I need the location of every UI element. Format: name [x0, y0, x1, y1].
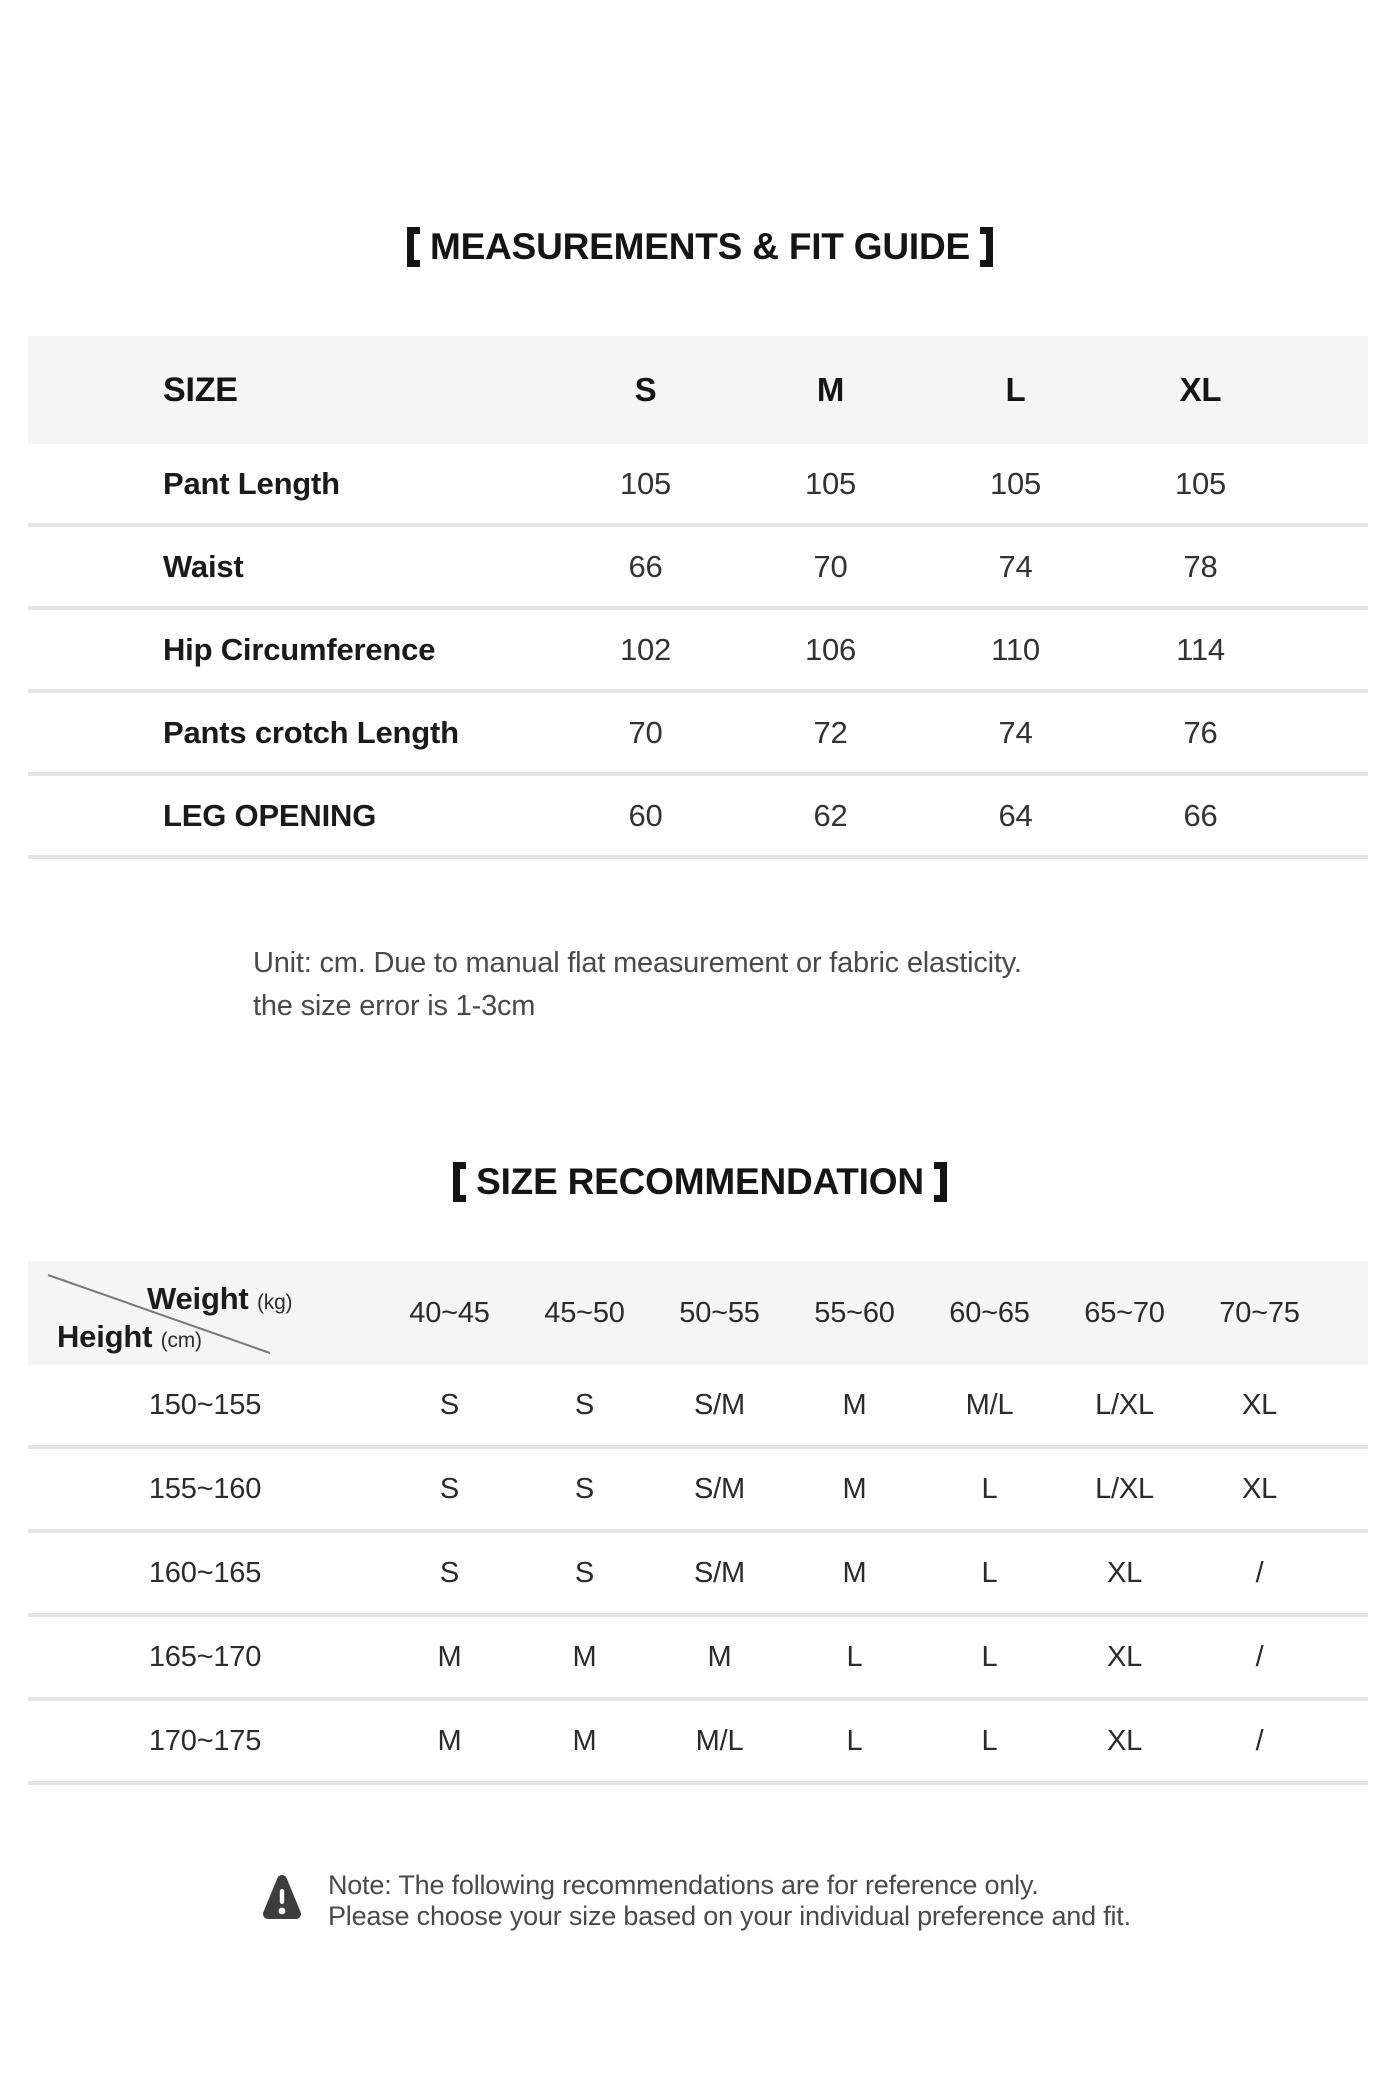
height-row-label: 170~175: [148, 1724, 262, 1757]
unit-note: [253, 942, 1022, 1028]
size-cell: S: [574, 1388, 595, 1421]
size-cell: L/XL: [1095, 1388, 1154, 1421]
bracket-right-icon: [934, 1162, 947, 1202]
size-cell: S: [439, 1556, 460, 1589]
size-cell: XL: [1241, 1472, 1278, 1505]
cell-value: 62: [813, 797, 848, 833]
weight-column-header: 40~45: [409, 1296, 490, 1329]
cell-value: 66: [1183, 797, 1218, 833]
height-unit-text: (cm): [160, 1329, 202, 1352]
cell-value: 105: [989, 465, 1042, 501]
recommendation-row-170-175: [28, 1701, 1368, 1785]
bracket-left-icon: [407, 227, 420, 267]
unit-note-line1: Unit: cm. Due to manual flat measurement or fabric elasticity.: [253, 947, 1022, 979]
recommendation-note: [262, 1870, 1131, 1932]
measurements-title-text: MEASUREMENTS & FIT GUIDE: [430, 226, 970, 267]
recommendation-title-text: SIZE RECOMMENDATION: [476, 1161, 924, 1202]
height-row-label: 165~170: [148, 1640, 262, 1673]
size-cell: M/L: [695, 1724, 744, 1757]
recommendation-row-150-155: [28, 1365, 1368, 1449]
recommendation-row-155-160: [28, 1449, 1368, 1533]
bracket-right-icon: [980, 227, 993, 267]
weight-axis-label: [147, 1281, 292, 1317]
table-row-pant-length: [28, 444, 1368, 527]
size-cell: XL: [1106, 1640, 1143, 1673]
recommendation-note-text: [328, 1870, 1131, 1932]
cell-value: 110: [991, 631, 1040, 667]
cell-value: 60: [628, 797, 663, 833]
recommendation-row-165-170: [28, 1617, 1368, 1701]
size-cell: M: [572, 1640, 597, 1673]
height-row-label: 155~160: [148, 1472, 262, 1505]
size-cell: L: [846, 1640, 863, 1673]
weight-column-header: 60~65: [949, 1296, 1030, 1329]
size-cell: XL: [1106, 1556, 1143, 1589]
row-label: LEG OPENING: [163, 797, 377, 833]
measurements-table: [28, 336, 1368, 859]
table-row-leg-opening: [28, 776, 1368, 859]
recommendation-note-line2: Please choose your size based on your individual preference and fit.: [328, 1901, 1131, 1931]
table-row-waist: [28, 527, 1368, 610]
cell-value: 64: [998, 797, 1033, 833]
table-row-pants-crotch-length: [28, 693, 1368, 776]
recommendation-table: [28, 1261, 1368, 1785]
size-cell: L: [981, 1640, 998, 1673]
cell-value: 72: [813, 714, 848, 750]
size-column-m: M: [816, 371, 845, 408]
row-label: Pants crotch Length: [163, 714, 459, 750]
size-cell: XL: [1241, 1388, 1278, 1421]
cell-value: 105: [1174, 465, 1227, 501]
cell-value: 102: [619, 631, 672, 667]
size-cell: S: [439, 1388, 460, 1421]
cell-value: 70: [813, 548, 848, 584]
size-cell: L: [981, 1724, 998, 1757]
cell-value: 106: [804, 631, 857, 667]
cell-value: 70: [628, 714, 663, 750]
row-label: Pant Length: [163, 465, 340, 501]
size-cell: L: [981, 1472, 998, 1505]
size-column-s: S: [634, 371, 657, 408]
size-cell: S: [574, 1556, 595, 1589]
cell-value: 76: [1183, 714, 1218, 750]
recommendation-table-header: [28, 1261, 1368, 1365]
warning-icon: [262, 1870, 302, 1923]
size-cell: /: [1255, 1556, 1264, 1589]
weight-unit-text: (kg): [256, 1291, 293, 1314]
bracket-left-icon: [453, 1162, 466, 1202]
row-label: Waist: [163, 548, 244, 584]
weight-column-header: 45~50: [544, 1296, 625, 1329]
weight-column-header: 65~70: [1084, 1296, 1165, 1329]
measurements-title: [0, 226, 1400, 268]
size-cell: S: [439, 1472, 460, 1505]
recommendation-note-line1: Note: The following recommendations are for reference only.: [328, 1870, 1039, 1900]
size-cell: L: [981, 1556, 998, 1589]
size-header-label: SIZE: [163, 370, 238, 409]
size-cell: S/M: [694, 1556, 745, 1589]
recommendation-row-160-165: [28, 1533, 1368, 1617]
size-cell: M: [842, 1472, 867, 1505]
size-cell: M: [707, 1640, 732, 1673]
weight-column-header: 70~75: [1219, 1296, 1300, 1329]
size-cell: S/M: [694, 1472, 745, 1505]
height-row-label: 160~165: [148, 1556, 262, 1589]
row-label: Hip Circumference: [163, 631, 436, 667]
size-cell: XL: [1106, 1724, 1143, 1757]
size-cell: M/L: [965, 1388, 1014, 1421]
size-cell: /: [1255, 1640, 1264, 1673]
weight-column-header: 55~60: [814, 1296, 895, 1329]
size-cell: M: [437, 1724, 462, 1757]
size-cell: M: [437, 1640, 462, 1673]
size-column-xl: XL: [1179, 371, 1222, 408]
weight-height-corner-cell: [28, 1261, 382, 1365]
size-cell: M: [842, 1388, 867, 1421]
size-cell: L/XL: [1095, 1472, 1154, 1505]
weight-label-text: Weight: [147, 1281, 249, 1316]
recommendation-title: [0, 1161, 1400, 1203]
measurements-table-header: [28, 336, 1368, 444]
size-cell: M: [572, 1724, 597, 1757]
cell-value: 74: [998, 548, 1033, 584]
cell-value: 114: [1176, 631, 1225, 667]
table-row-hip-circumference: [28, 610, 1368, 693]
height-label-text: Height: [57, 1319, 153, 1354]
height-axis-label: [57, 1319, 202, 1355]
size-cell: S/M: [694, 1388, 745, 1421]
size-cell: L: [846, 1724, 863, 1757]
cell-value: 78: [1183, 548, 1218, 584]
size-cell: /: [1255, 1724, 1264, 1757]
cell-value: 74: [998, 714, 1033, 750]
cell-value: 105: [619, 465, 672, 501]
size-cell: S: [574, 1472, 595, 1505]
size-column-l: L: [1005, 371, 1026, 408]
weight-column-header: 50~55: [679, 1296, 760, 1329]
cell-value: 105: [804, 465, 857, 501]
unit-note-line2: the size error is 1-3cm: [253, 990, 536, 1022]
height-row-label: 150~155: [148, 1388, 262, 1421]
size-cell: M: [842, 1556, 867, 1589]
cell-value: 66: [628, 548, 663, 584]
